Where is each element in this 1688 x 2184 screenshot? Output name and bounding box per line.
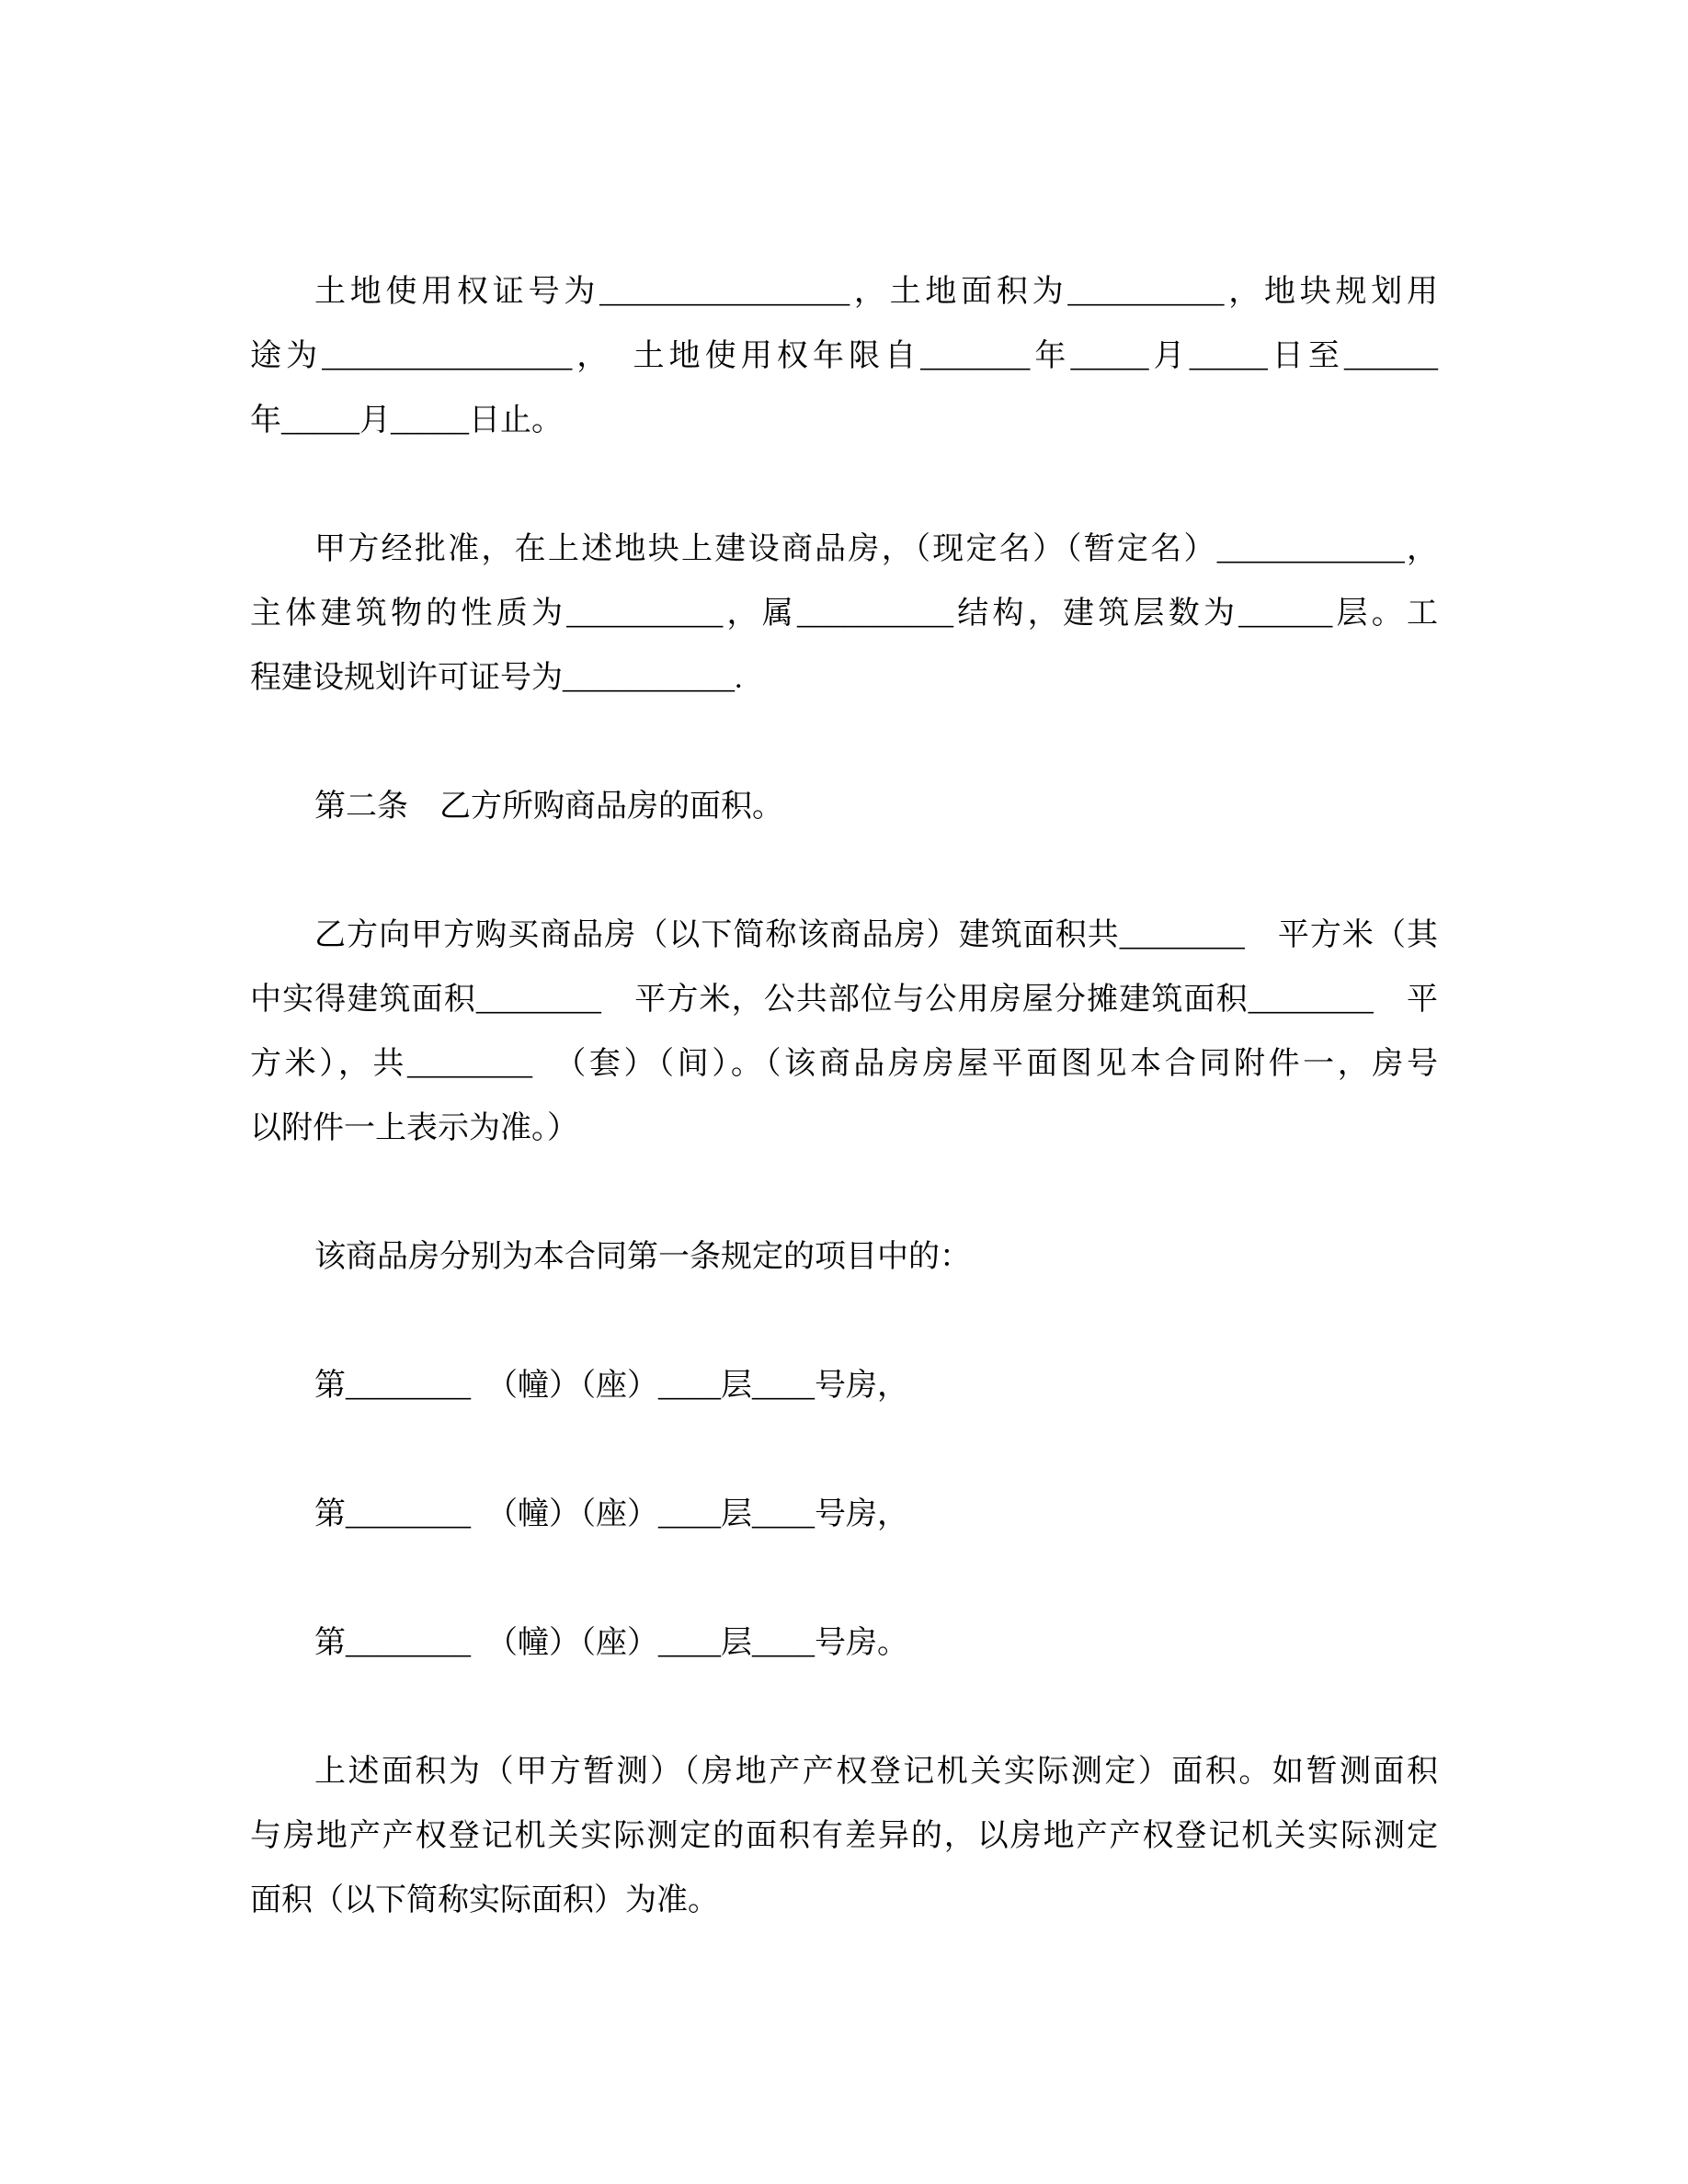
paragraph-construction-approval [250,518,1438,711]
text-line-project-reference: 该商品房分别为本合同第一条规定的项目中的： [314,1240,971,1274]
text-line-permit-number: 程建设规划许可证号为___________. [250,661,743,695]
text-line-building-1: 第________ （幢）（座）____层____号房， [314,1369,908,1403]
contract-body [250,260,1438,1933]
paragraph-land-use-rights [250,260,1438,453]
paragraph-project-reference [250,1225,1438,1290]
text-line-land-term: 途为________________， 土地使用权年限自_______年_____月_____日至______ [250,339,1438,373]
text-line-building-3: 第________ （幢）（座）____层____号房。 [314,1626,908,1660]
text-line-total-area: 乙方向甲方购买商品房（以下简称该商品房）建筑面积共________ 平方米（其 [314,918,1438,952]
text-line-shared-area: 中实得建筑面积________ 平方米，公共部位与公用房屋分摊建筑面积________ 平 [250,983,1438,1017]
text-line-measurement-1: 上述面积为（甲方暂测）（房地产产权登记机关实际测定）面积。如暂测面积 [314,1755,1438,1789]
heading-line-article-2: 第二条 乙方所购商品房的面积。 [314,790,783,824]
text-line-attachment-note: 以附件一上表示为准。） [250,1111,578,1145]
paragraph-purchase-area [250,904,1438,1161]
article-2-heading [250,775,1438,839]
building-entry-1 [250,1354,1438,1418]
paragraph-area-measurement [250,1740,1438,1933]
text-line-land-term-end: 年_____月_____日止。 [250,404,563,438]
text-line-land-cert: 土地使用权证号为________________，土地面积为__________，地块规划用 [314,275,1438,309]
text-line-structure: 主体建筑物的性质为__________，属__________结构，建筑层数为______层。工 [250,597,1438,631]
building-entry-2 [250,1483,1438,1547]
text-line-unit-count: 方米），共________ （套）（间）。（该商品房房屋平面图见本合同附件一，房号 [250,1047,1438,1081]
text-line-measurement-3: 面积（以下简称实际面积）为准。 [250,1883,719,1917]
building-entry-3 [250,1611,1438,1676]
text-line-building-2: 第________ （幢）（座）____层____号房， [314,1497,908,1531]
text-line-measurement-2: 与房地产产权登记机关实际测定的面积有差异的，以房地产产权登记机关实际测定 [250,1819,1438,1853]
text-line-approval: 甲方经批准，在上述地块上建设商品房，（现定名）（暂定名）____________， [314,532,1438,566]
